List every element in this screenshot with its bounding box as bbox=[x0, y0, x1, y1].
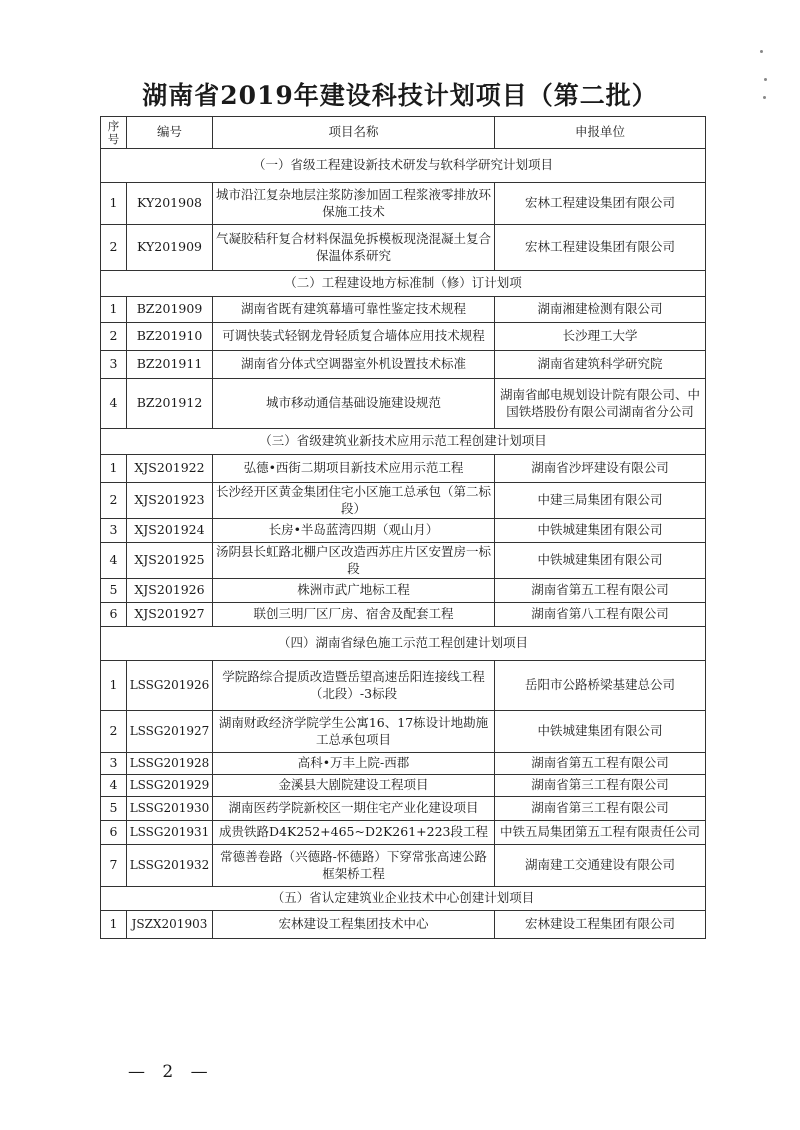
cell-code: XJS201926 bbox=[127, 579, 213, 603]
table-row bbox=[101, 821, 706, 845]
cell-seq: 1 bbox=[101, 297, 127, 323]
section-title: （四）湖南省绿色施工示范工程创建计划项目 bbox=[101, 627, 706, 661]
cell-name: 气凝胶秸秆复合材料保温免拆模板现浇混凝土复合保温体系研究 bbox=[213, 225, 495, 271]
cell-name: 湖南省既有建筑幕墙可靠性鉴定技术规程 bbox=[213, 297, 495, 323]
cell-unit: 湖南省第五工程有限公司 bbox=[495, 579, 706, 603]
table-header-row bbox=[101, 117, 706, 149]
header-name: 项目名称 bbox=[213, 117, 495, 149]
cell-code: LSSG201932 bbox=[127, 845, 213, 887]
cell-seq: 3 bbox=[101, 753, 127, 775]
table-row bbox=[101, 483, 706, 519]
cell-seq: 4 bbox=[101, 543, 127, 579]
cell-code: XJS201927 bbox=[127, 603, 213, 627]
scan-speck bbox=[764, 78, 767, 81]
cell-unit: 宏林工程建设集团有限公司 bbox=[495, 225, 706, 271]
cell-unit: 湖南省第八工程有限公司 bbox=[495, 603, 706, 627]
table-row bbox=[101, 579, 706, 603]
cell-unit: 湖南省第三工程有限公司 bbox=[495, 775, 706, 797]
cell-seq: 3 bbox=[101, 351, 127, 379]
cell-unit: 湖南省建筑科学研究院 bbox=[495, 351, 706, 379]
cell-unit: 湖南省第三工程有限公司 bbox=[495, 797, 706, 821]
cell-seq: 2 bbox=[101, 225, 127, 271]
section-header-row bbox=[101, 887, 706, 911]
cell-code: LSSG201928 bbox=[127, 753, 213, 775]
table-row bbox=[101, 323, 706, 351]
cell-code: XJS201924 bbox=[127, 519, 213, 543]
cell-name: 弘德•西街二期项目新技术应用示范工程 bbox=[213, 455, 495, 483]
cell-code: LSSG201926 bbox=[127, 661, 213, 711]
cell-name: 汤阴县长虹路北棚户区改造西苏庄片区安置房一标段 bbox=[213, 543, 495, 579]
cell-name: 联创三明厂区厂房、宿舍及配套工程 bbox=[213, 603, 495, 627]
cell-seq: 3 bbox=[101, 519, 127, 543]
cell-unit: 湖南省沙坪建设有限公司 bbox=[495, 455, 706, 483]
table-row bbox=[101, 775, 706, 797]
cell-code: LSSG201931 bbox=[127, 821, 213, 845]
section-title: （一）省级工程建设新技术研发与软科学研究计划项目 bbox=[101, 149, 706, 183]
cell-name: 湖南医药学院新校区一期住宅产业化建设项目 bbox=[213, 797, 495, 821]
cell-unit: 宏林工程建设集团有限公司 bbox=[495, 183, 706, 225]
cell-name: 宏林建设工程集团技术中心 bbox=[213, 911, 495, 939]
cell-unit: 中铁城建集团有限公司 bbox=[495, 711, 706, 753]
cell-name: 湖南省分体式空调器室外机设置技术标准 bbox=[213, 351, 495, 379]
scan-speck bbox=[763, 96, 766, 99]
cell-code: KY201909 bbox=[127, 225, 213, 271]
cell-name: 可调快装式轻钢龙骨轻质复合墙体应用技术规程 bbox=[213, 323, 495, 351]
section-title: （二）工程建设地方标准制（修）订计划项 bbox=[101, 271, 706, 297]
cell-unit: 宏林建设工程集团有限公司 bbox=[495, 911, 706, 939]
cell-seq: 6 bbox=[101, 603, 127, 627]
cell-unit: 湖南省邮电规划设计院有限公司、中国铁塔股份有限公司湖南省分公司 bbox=[495, 379, 706, 429]
cell-unit: 湖南省第五工程有限公司 bbox=[495, 753, 706, 775]
section-header-row bbox=[101, 271, 706, 297]
table-row bbox=[101, 225, 706, 271]
cell-unit: 湖南湘建检测有限公司 bbox=[495, 297, 706, 323]
cell-name: 湖南财政经济学院学生公寓16、17栋设计地勘施工总承包项目 bbox=[213, 711, 495, 753]
table-row bbox=[101, 603, 706, 627]
cell-unit: 长沙理工大学 bbox=[495, 323, 706, 351]
header-code: 编号 bbox=[127, 117, 213, 149]
table-row bbox=[101, 519, 706, 543]
cell-code: BZ201911 bbox=[127, 351, 213, 379]
cell-seq: 6 bbox=[101, 821, 127, 845]
section-title: （三）省级建筑业新技术应用示范工程创建计划项目 bbox=[101, 429, 706, 455]
cell-code: LSSG201930 bbox=[127, 797, 213, 821]
cell-unit: 中铁五局集团第五工程有限责任公司 bbox=[495, 821, 706, 845]
cell-seq: 4 bbox=[101, 379, 127, 429]
cell-name: 株洲市武广地标工程 bbox=[213, 579, 495, 603]
table-row bbox=[101, 183, 706, 225]
cell-name: 成贵铁路D4K252+465~D2K261+223段工程 bbox=[213, 821, 495, 845]
cell-seq: 1 bbox=[101, 661, 127, 711]
cell-name: 常德善卷路（兴德路-怀德路）下穿常张高速公路框架桥工程 bbox=[213, 845, 495, 887]
header-unit: 申报单位 bbox=[495, 117, 706, 149]
cell-code: XJS201923 bbox=[127, 483, 213, 519]
cell-name: 金溪县大剧院建设工程项目 bbox=[213, 775, 495, 797]
page-number: — 2 — bbox=[128, 1062, 214, 1082]
table-row bbox=[101, 297, 706, 323]
table-row bbox=[101, 711, 706, 753]
table-row bbox=[101, 351, 706, 379]
cell-code: JSZX201903 bbox=[127, 911, 213, 939]
cell-name: 城市沿江复杂地层注浆防渗加固工程浆液零排放环保施工技术 bbox=[213, 183, 495, 225]
cell-seq: 2 bbox=[101, 323, 127, 351]
cell-unit: 中铁城建集团有限公司 bbox=[495, 543, 706, 579]
table-row bbox=[101, 455, 706, 483]
cell-unit: 中铁城建集团有限公司 bbox=[495, 519, 706, 543]
section-title: （五）省认定建筑业企业技术中心创建计划项目 bbox=[101, 887, 706, 911]
table-row bbox=[101, 753, 706, 775]
cell-code: XJS201925 bbox=[127, 543, 213, 579]
cell-seq: 5 bbox=[101, 579, 127, 603]
cell-name: 长房•半岛蓝湾四期（观山月） bbox=[213, 519, 495, 543]
cell-name: 长沙经开区黄金集团住宅小区施工总承包（第二标段） bbox=[213, 483, 495, 519]
cell-code: BZ201912 bbox=[127, 379, 213, 429]
cell-name: 学院路综合提质改造暨岳望高速岳阳连接线工程（北段）-3标段 bbox=[213, 661, 495, 711]
cell-seq: 5 bbox=[101, 797, 127, 821]
project-table bbox=[100, 116, 706, 939]
table-row bbox=[101, 379, 706, 429]
table-row bbox=[101, 543, 706, 579]
cell-seq: 2 bbox=[101, 711, 127, 753]
section-header-row bbox=[101, 149, 706, 183]
cell-seq: 1 bbox=[101, 455, 127, 483]
cell-seq: 7 bbox=[101, 845, 127, 887]
cell-unit: 中建三局集团有限公司 bbox=[495, 483, 706, 519]
cell-code: BZ201910 bbox=[127, 323, 213, 351]
cell-code: XJS201922 bbox=[127, 455, 213, 483]
cell-name: 高科•万丰上院-西郡 bbox=[213, 753, 495, 775]
cell-seq: 1 bbox=[101, 911, 127, 939]
cell-name: 城市移动通信基础设施建设规范 bbox=[213, 379, 495, 429]
cell-unit: 湖南建工交通建设有限公司 bbox=[495, 845, 706, 887]
cell-code: LSSG201929 bbox=[127, 775, 213, 797]
cell-code: LSSG201927 bbox=[127, 711, 213, 753]
document-title: 湖南省2019年建设科技计划项目（第二批） bbox=[142, 81, 658, 110]
table-row bbox=[101, 911, 706, 939]
cell-code: BZ201909 bbox=[127, 297, 213, 323]
cell-seq: 4 bbox=[101, 775, 127, 797]
section-header-row bbox=[101, 429, 706, 455]
scan-speck bbox=[760, 50, 763, 53]
table-row bbox=[101, 845, 706, 887]
cell-unit: 岳阳市公路桥梁基建总公司 bbox=[495, 661, 706, 711]
table-row bbox=[101, 661, 706, 711]
section-header-row bbox=[101, 627, 706, 661]
cell-seq: 2 bbox=[101, 483, 127, 519]
table-row bbox=[101, 797, 706, 821]
cell-code: KY201908 bbox=[127, 183, 213, 225]
cell-seq: 1 bbox=[101, 183, 127, 225]
header-seq: 序号 bbox=[101, 117, 127, 149]
